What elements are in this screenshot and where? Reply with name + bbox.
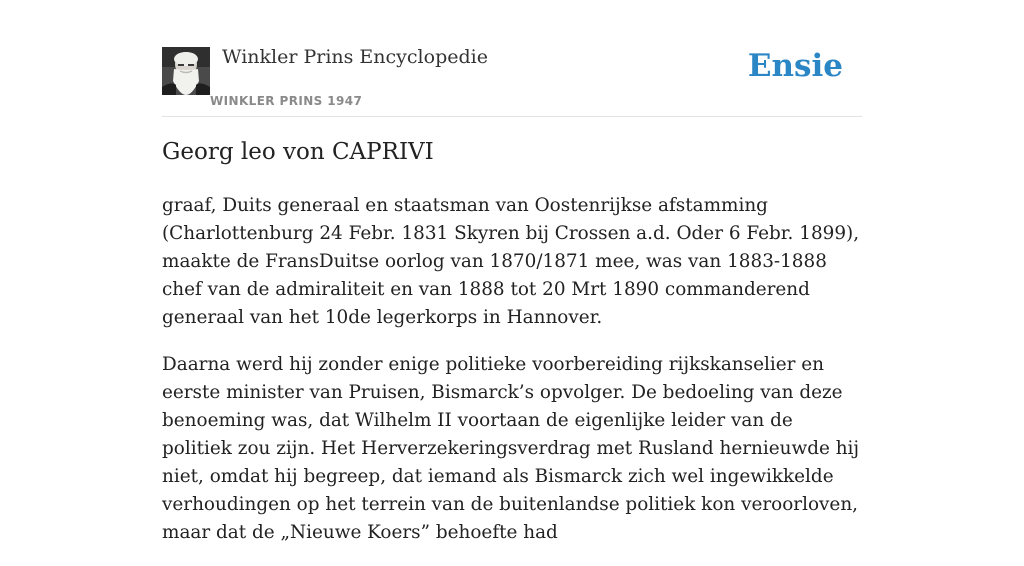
brand-logo[interactable]: Ensie [747,48,843,84]
article-body [162,192,862,566]
source-subtitle[interactable]: WINKLER PRINS 1947 [210,94,363,108]
source-header [162,40,862,117]
article-paragraph: graaf, Duits generaal en staatsman van Oostenrijkse afstamming (Charlottenburg 24 Febr. 1831 Skyren bij Crossen a.d. Oder 6 Febr. 1899), maakte de FransDuitse oorlog van 1870/1871 mee, was van 1883-1888 chef van de admiraliteit en van 1888 tot 20 Mrt 1890 commanderend generaal van het 10de legerkorps in Hannover. [162,195,860,328]
article-title: Georg leo von CAPRIVI [162,139,434,165]
bearded-man-portrait-icon [162,47,210,95]
article-paragraph: Daarna werd hij zonder enige politieke voorbereiding rijkskanselier en eerste minister van Pruisen, Bismarck’s opvolger. De bedoeling van deze benoeming was, dat Wilhelm II voortaan de eigenlijke leider van de politiek zou zijn. Het Herverzekeringsverdrag met Rusland hernieuwde hij niet, omdat hij begreep, dat iemand als Bismarck zich wel ingewikkelde verhoudingen op het terrein van de buitenlandse politiek kon veroorloven, maar dat de „Nieuwe Koers” behoefte had [162,354,860,543]
source-title[interactable]: Winkler Prins Encyclopedie [222,46,488,68]
source-avatar-icon[interactable] [162,47,210,95]
